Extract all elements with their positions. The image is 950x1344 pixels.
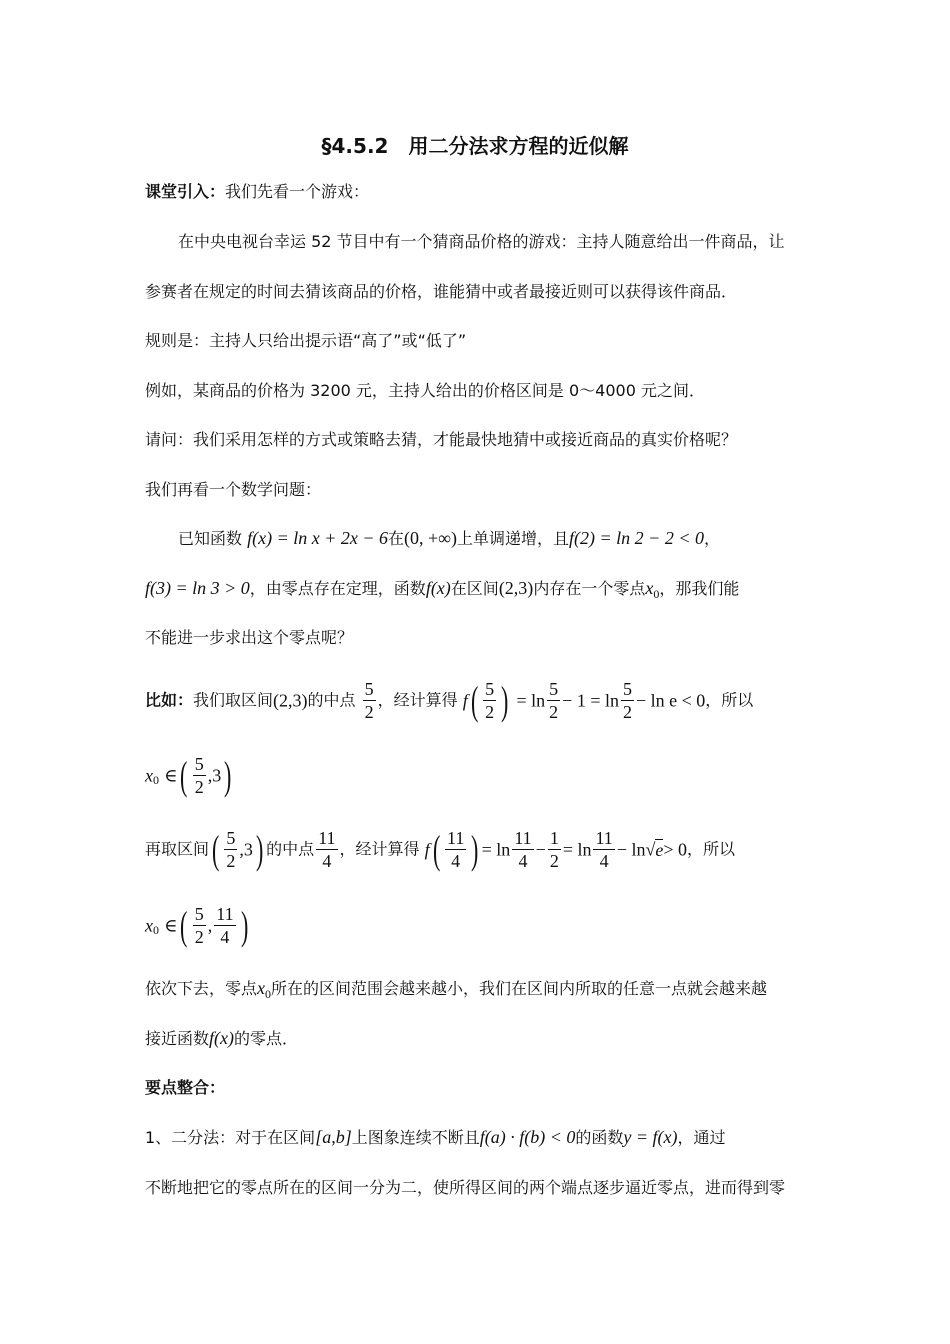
- zero-theorem-line: f(3) = ln 3 > 0，由零点存在定理，函数f(x)在区间(2,3)内存在一个零点$x_0$，那我们能: [145, 578, 740, 601]
- fraction: $\frac{1}{2}$: [549, 828, 559, 871]
- result-interval-2: $x_0$ ∈( $\frac{5}{2}$ , $\frac{11}{4}$ ): [145, 902, 248, 948]
- paragraph: 请问：我们采用怎样的方式或策略去猜，才能最快地猜中或接近商品的真实价格呢？: [145, 430, 738, 449]
- fraction: $\frac{5}{2}$: [194, 904, 204, 947]
- fraction: $\frac{11}{4}$: [446, 828, 465, 871]
- paragraph: 例如，某商品的价格为 3200 元，主持人给出的价格区间是 0～4000 元之间．: [145, 381, 705, 400]
- math-expr: f(3) = ln 3 > 0: [145, 578, 250, 598]
- math-expr: f(x) = ln x + 2x − 6: [247, 528, 389, 548]
- paragraph: 依次下去，零点$x_0$所在的区间范围会越来越小，我们在区间内所取的任意一点就会越来越: [145, 978, 768, 1001]
- fraction: $\frac{11}{4}$: [595, 828, 613, 871]
- math-expr: (0, +∞): [404, 528, 458, 548]
- paragraph: 我们再看一个数学问题：: [145, 480, 322, 499]
- fraction: $\frac{11}{4}$: [216, 904, 234, 947]
- paragraph: 接近函数f(x)的零点．: [145, 1028, 299, 1048]
- example-label: 比如：: [145, 690, 194, 710]
- result-interval-1: $x_0$ ∈( $\frac{5}{2}$ ,3): [145, 752, 232, 798]
- bisection-definition: 1、二分法：对于在区间[a,b]上图象连续不断且f(a) · f(b) < 0的函数y = f(x)，通过: [145, 1127, 726, 1147]
- fraction: $\frac{11}{4}$: [318, 828, 336, 871]
- fraction: $\frac{5}{2}$: [226, 828, 236, 871]
- function-statement: 已知函数 f(x) = ln x + 2x − 6在(0, +∞)上单调递增，且f(2) = ln 2 − 2 < 0，: [178, 528, 720, 548]
- intro-line: [145, 180, 369, 204]
- math-expr: (2,3): [498, 578, 534, 598]
- section-heading: 要点整合：: [145, 1078, 226, 1097]
- paragraph: 参赛者在规定的时间去猜该商品的价格，谁能猜中或者最接近则可以获得该件商品．: [145, 282, 738, 301]
- fraction: $\frac{11}{4}$: [514, 828, 532, 871]
- fraction: $\frac{5}{2}$: [549, 679, 559, 722]
- paragraph: 不能进一步求出这个零点呢？: [145, 628, 354, 647]
- fraction: $\frac{5}{2}$: [622, 679, 632, 722]
- paragraph: 不断地把它的零点所在的区间一分为二，使所得区间的两个端点逐步逼近零点，进而得到零: [145, 1178, 786, 1197]
- fraction: $\frac{5}{2}$: [194, 754, 204, 797]
- intro-text: 我们先看一个游戏：: [225, 182, 370, 201]
- example-line-2: 再取区间( $\frac{5}{2}$ ,3) 的中点 $\frac{11}{4}$ ，经计算得 f( $\frac{11}{4}$ ) = ln $\frac{11}{4}$ − $\frac{1}{2}$ = ln $\frac{11}{4}$ − ln√e> 0，所以: [145, 826, 736, 872]
- math-expr: f(2) = ln 2 − 2 < 0: [569, 528, 704, 548]
- page-title: §4.5.2 用二分法求方程的近似解: [321, 134, 629, 158]
- fraction: $\frac{5}{2}$: [485, 679, 495, 722]
- fraction: $\frac{5}{2}$: [364, 679, 374, 722]
- math-expr: f(x): [425, 578, 451, 598]
- paragraph: 规则是：主持人只给出提示语“高了”或“低了”: [145, 331, 467, 350]
- example-line-1: 比如：我们取区间(2,3)的中点 $\frac{5}{2}$ ，经计算得 f( $\frac{5}{2}$ ) = ln $\frac{5}{2}$ − 1 = ln $\frac{5}{2}$ − ln e < 0，所以: [145, 677, 754, 723]
- intro-label: 课堂引入：: [145, 182, 226, 201]
- paragraph: 在中央电视台幸运 52 节目中有一个猜商品价格的游戏：主持人随意给出一件商品，让: [178, 232, 785, 251]
